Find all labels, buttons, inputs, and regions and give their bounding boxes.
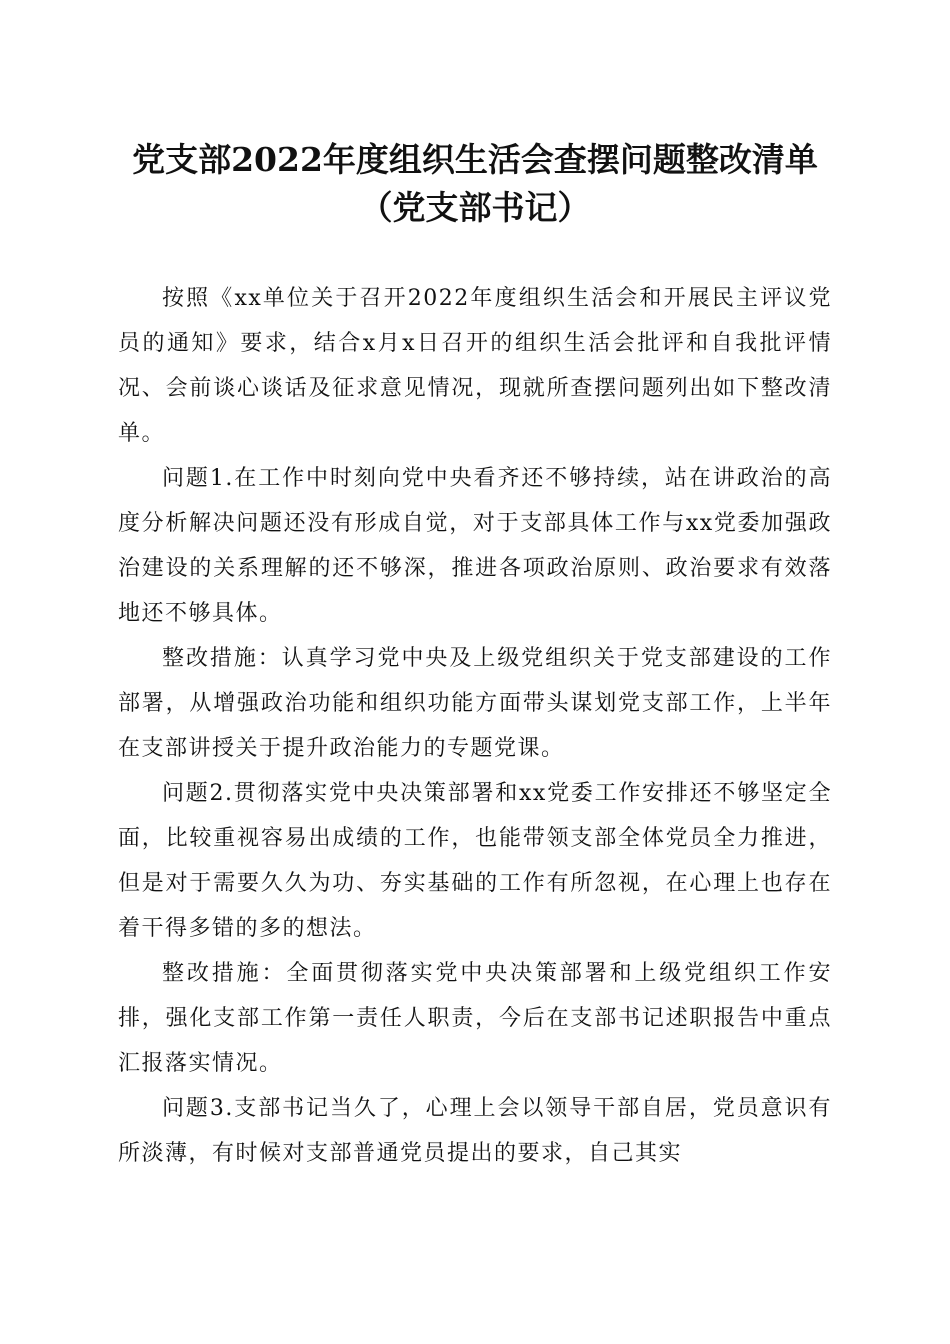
problem-1-paragraph: 问题1.在工作中时刻向党中央看齐还不够持续，站在讲政治的高度分析解决问题还没有形成自觉，对于支部具体工作与xx党委加强政治建设的关系理解的还不够深，推进各项政治原则、政治要求有效落地还不够具体。 <box>118 466 832 626</box>
document-body <box>118 276 832 1176</box>
document-title: 党支部2022年度组织生活会查摆问题整改清单（党支部书记） <box>132 140 818 227</box>
intro-paragraph: 按照《xx单位关于召开2022年度组织生活会和开展民主评议党员的通知》要求，结合x月x日召开的组织生活会批评和自我批评情况、会前谈心谈话及征求意见情况，现就所查摆问题列出如下整改清单。 <box>118 286 832 446</box>
measure-1-paragraph: 整改措施：认真学习党中央及上级党组织关于党支部建设的工作部署，从增强政治功能和组织功能方面带头谋划党支部工作，上半年在支部讲授关于提升政治能力的专题党课。 <box>118 646 832 761</box>
problem-2-paragraph: 问题2.贯彻落实党中央决策部署和xx党委工作安排还不够坚定全面，比较重视容易出成绩的工作，也能带领支部全体党员全力推进，但是对于需要久久为功、夯实基础的工作有所忽视，在心理上也存在着干得多错的多的想法。 <box>118 781 832 941</box>
measure-2-paragraph: 整改措施：全面贯彻落实党中央决策部署和上级党组织工作安排，强化支部工作第一责任人职责，今后在支部书记述职报告中重点汇报落实情况。 <box>118 961 832 1076</box>
problem-3-paragraph: 问题3.支部书记当久了，心理上会以领导干部自居，党员意识有所淡薄，有时候对支部普通党员提出的要求，自己其实 <box>118 1096 832 1166</box>
